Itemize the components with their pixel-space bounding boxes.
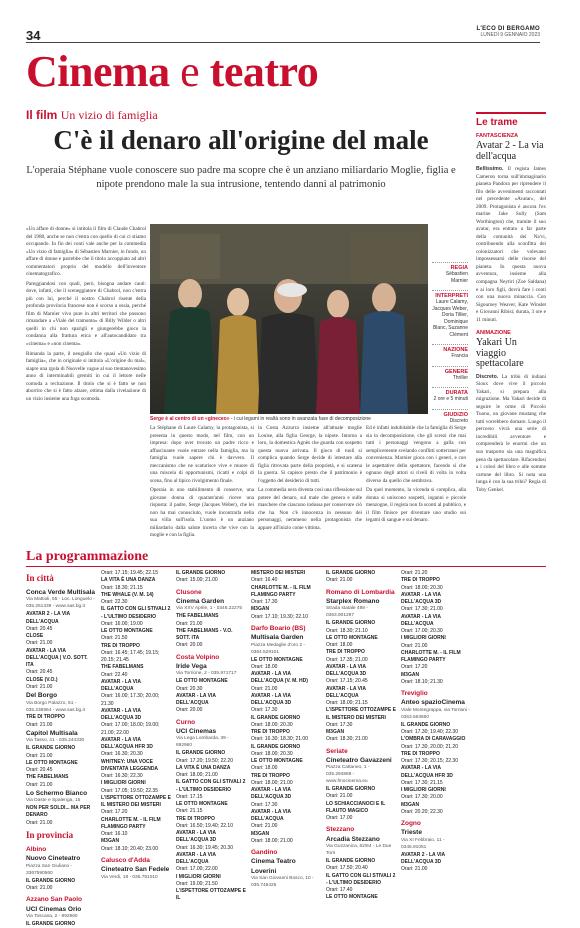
listing-showtimes: Orari: 18.00 <box>251 663 278 670</box>
listing-film-title: TRE DI TROPPO <box>101 642 140 649</box>
listing-address: Via Mattioli, 65 - Loc. Longuelo - 035.251339 - www.sas.bg.it <box>26 597 95 610</box>
listing-showtimes: Orari: 17.00 <box>326 815 353 822</box>
listing-showtimes: Orari: 21.00 <box>401 866 428 873</box>
sidebar-item-yakari <box>476 330 546 494</box>
listing-column <box>26 570 96 928</box>
listing-film-title: IL GATTO CON GLI STIVALI 2 - L'ULTIMO DESIDERIO <box>326 872 396 886</box>
listing-showtimes: Orari: 16.00; 19.00 <box>101 620 143 627</box>
programmazione-listings <box>26 570 546 928</box>
photo-caption-text: - i cui legami in realtà sono in avanzata fase di decomposizione <box>229 416 371 422</box>
listing-film-title: LE OTTO MONTAGNE <box>326 894 378 901</box>
listing-film-title: THE FABELMANS <box>26 774 69 781</box>
fact-interpreti <box>432 290 468 338</box>
fact-value: Thriller <box>452 374 468 381</box>
listing-film-title: I MIGLIORI GIORNI <box>401 787 446 793</box>
listing-address: Via San Giovanni Bosco, 10 - 035.745425 <box>251 876 314 889</box>
listing-film-title: TRE DI TROPPO <box>401 577 440 584</box>
listing-showtimes: Orari: 21.20 <box>401 570 428 576</box>
listing-film-title: LA VITA È UNA DANZA <box>176 764 231 771</box>
listing-town: Albino <box>26 846 47 853</box>
listing-address: Via Guzzanica, 62/64 - Le Due Torri <box>326 844 392 857</box>
listing-film-title: TRE DI TROPPO <box>26 714 65 721</box>
listing-cinema-name: Del Borgo <box>26 692 58 700</box>
film-facts-box <box>432 262 468 430</box>
listing-showtimes: Orari: 20.00 <box>176 707 203 714</box>
listing-cinema-name: Multisala Garden <box>251 634 304 642</box>
listing-cinema-name: Conca Verde Multisala <box>26 589 95 597</box>
listing-showtimes: Orari: 18.00; 20.30 <box>251 750 293 757</box>
listing-film-title: CHARLOTTE M. - IL FILM FLAMINGO PARTY <box>401 649 461 663</box>
sidebar-plot-text: La tribù di indiani Sioux dove vive il piccolo Yakari, si prepara alla migrazione. Ma Yakari decide di seguire le orme di Piccolo Tuono, un giovane mustang che tutti vorrebbero domare. Lungo il percorso vivrà una serie di incredibili avventure e comprenderà le enormi che un suo trasporto sia una magnifica pena da spettacolare. Rifacendosi a i colori del libro e alle somme cartone del libro. Si nota una lunga è con la sua tribù? Regia di Toby Genkel. <box>476 373 547 493</box>
listing-film-title: IL GRANDE GIORNO <box>251 714 301 721</box>
listing-film-title: AVATAR - LA VIA DELL'ACQUA 3D <box>176 830 217 844</box>
listing-showtimes: Orari: 18.00 <box>251 765 278 772</box>
listing-town: Curno <box>176 718 196 726</box>
listing-film-title: IL GRANDE GIORNO <box>326 858 376 865</box>
listing-showtimes: Orari: 17.00; 22.00 <box>176 866 218 873</box>
listing-film-title: LO SCHIACCIANOCI E IL FLAUTO MAGICO <box>326 800 386 814</box>
listing-showtimes: Orari: 20.30 <box>176 685 203 692</box>
listing-showtimes: Orari: 17.15 <box>176 793 203 800</box>
listing-film-title: AVATAR - LA VIA DELL'ACQUA 3D <box>101 707 142 721</box>
listing-film-title: LA VITA È UNA DANZA <box>101 577 156 584</box>
listing-showtimes: Orari: 20.20; 22.30 <box>401 808 443 815</box>
newspaper-name: L'ECO DI BERGAMO <box>476 26 540 32</box>
listing-showtimes: Orari: 17.20 <box>101 809 128 816</box>
listing-film-title: CHARLOTTE M. - IL FILM FLAMINGO PARTY <box>251 584 311 598</box>
section-title-amp: e <box>180 47 200 96</box>
listing-showtimes: Orari: 17.05; 19.50; 22.35 <box>101 787 158 794</box>
listing-film-title: AVATAR - LA VIA DELL'ACQUA 3D <box>401 591 442 605</box>
listing-film-title: IL GRANDE GIORNO <box>326 570 376 576</box>
listing-column <box>176 570 246 902</box>
listing-cinema-name: Lo Schermo Bianco <box>26 789 88 797</box>
listing-showtimes: Orari: 21.00 <box>26 752 53 759</box>
listing-showtimes: Orari: 17.35; 21.00 <box>326 656 368 663</box>
listing-showtimes: Orari: 21.00 <box>26 781 53 788</box>
listing-showtimes: Orari: 21.00 <box>26 683 53 690</box>
article-paragraph: La Stéphane di Laure Calamy, la protagonista, si presenta in questo modo, nel film, con un impresa: dopo aver trovato un padre ricco e affascinante vuole entrare nella famiglia, ma la famiglia vuole sapere chi è davvero. Il meccanismo che ne scaturisce vive e muore di una miscela di opportunismi, ricatti e colpi di scena, fino al tipico rivolgimento finale. <box>150 425 254 484</box>
listing-showtimes: Orari: 16.50; 19.40; 22.10 <box>176 822 233 829</box>
listing-showtimes: Orari: 17.15; 20.45 <box>326 678 368 685</box>
top-rule <box>26 42 540 43</box>
listing-address: Strada statale 498 - 0363.901297 <box>326 606 368 619</box>
listing-showtimes: Orari: 18.30; 21.10 <box>326 627 368 634</box>
article-headline: C'è il denaro all'origine del male <box>53 125 429 155</box>
listing-film-title: THE FABELMANS - V.O. SOTT. ITA <box>176 627 233 642</box>
listing-showtimes: Orari: 20.45 <box>26 625 53 632</box>
listing-film-title: IL GRANDE GIORNO <box>326 786 376 793</box>
listing-film-title: AVATAR 2 - LA VIA DELL'ACQUA 3D <box>401 851 445 865</box>
programmazione-rule <box>26 566 546 567</box>
listing-showtimes: Orari: 21.00 <box>326 793 353 800</box>
listing-film-title: AVATAR - LA VIA DELL'ACQUA <box>176 692 216 707</box>
listing-address: Piazza San Giuliano - 3367590560 <box>26 863 73 876</box>
listing-showtimes: Orari: 17.00; 20.30 <box>401 628 443 634</box>
listing-showtimes: Orari: 18.00; 20.30 <box>251 721 293 728</box>
listing-town: Stezzano <box>326 826 355 834</box>
article-paragraph: Ed è infatti indubitabile che la famiglia di Serge sia in decomposizione, che gli screzi che mai tutti i personaggi vengono a galla con semplicemente svelando conflitti sotterranei per convenienza. Marnier gioca con i generi, e con le aspettative dello spettatore, facendo sì che ognuno degli attori si riveli di volta in volta diverso da quello che sembrava. <box>366 425 466 484</box>
listing-town: Seriate <box>326 747 348 755</box>
listing-film-title: IL GRANDE GIORNO <box>26 877 76 884</box>
listing-address: Viale Montegrappa, via Torriani - 0363.563660 <box>401 707 470 720</box>
listing-showtimes: Orari: 21.00 <box>26 819 53 826</box>
listing-address: Via Torrione, 2 - 035.971717 <box>176 671 237 677</box>
listing-film-title: L'ISPETTORE OTTOZAMPE E IL MISTERO DEI MISTERI <box>326 707 396 721</box>
listing-film-title: LE OTTO MONTAGNE <box>176 678 228 685</box>
article-kicker <box>26 108 158 123</box>
listing-cinema-name: Arcadia Stezzano <box>326 835 380 843</box>
listing-showtimes: Orari: 17.20 <box>401 664 428 671</box>
listing-showtimes: Orari: 20.45 <box>26 767 53 774</box>
listing-film-title: LE OTTO MONTAGNE <box>251 656 303 663</box>
fact-label: REGIA <box>450 265 468 271</box>
listing-showtimes: Orari: 21.00 <box>26 640 53 647</box>
listing-showtimes: Orari: 16.40 <box>251 577 278 584</box>
listing-film-title: THE FABELMANS <box>101 664 144 671</box>
listing-town: Clusone <box>176 588 202 596</box>
listing-address: Piazza Medaglie d'oro 2 - 0364.529101 <box>251 642 305 655</box>
listing-showtimes: Orari: 22.30 <box>101 599 128 605</box>
listing-showtimes: Orari: 17.20; 19.50; 22.20 <box>176 757 233 764</box>
sidebar-film-plot <box>476 166 546 324</box>
listing-column <box>326 570 396 901</box>
kicker-light: Un vizio di famiglia <box>60 108 158 122</box>
section-title-part1: Cinema <box>26 47 170 96</box>
listing-showtimes: Orari: 21.00 <box>26 721 53 728</box>
listing-showtimes: Orari: 18.30; 21.15 <box>101 584 143 591</box>
listing-film-title: M3GAN <box>326 729 345 735</box>
sidebar-film-title: Yakari Un viaggio spettacolare <box>476 337 524 370</box>
listing-address: Via XXV Aprile, 1 - 0346.22275 <box>176 606 243 612</box>
listing-address: Via XI Febbraio, 11 - 0345.91051 <box>401 837 445 850</box>
listing-film-title: M3GAN <box>401 671 420 678</box>
listing-film-title: CHARLOTTE M. - IL FILM FLAMINGO PARTY <box>101 816 161 830</box>
fact-label: DURATA <box>445 390 468 396</box>
listing-showtimes: Orari: 21.15 <box>176 808 203 815</box>
listing-showtimes: Orari: 17.30 <box>326 721 353 728</box>
listing-film-title: I MIGLIORI GIORNI <box>176 873 221 880</box>
listing-film-title: L'OMBRA DI CARAVAGGIO <box>401 736 466 743</box>
fact-giudizio <box>432 409 468 425</box>
article-paragraph: «Un affare di donne» si intitola il film di Claude Chabrol del 1988, anche se non c'entra con quello di cui ci stiamo occupando. In fin dei conti vale anche per la commedia «Un vizio di famiglia» di Sébastien Marnier, in fondo, un affare di donne e parrebbe che il titolo accoppiato ad altri commentatori proprio del modello dell'inventore cinematografico. <box>26 226 146 278</box>
listing-showtimes: Orari: 18.00 <box>326 642 353 648</box>
fact-label: INTERPRETI <box>435 293 468 299</box>
fact-value: Discreto <box>449 417 468 424</box>
listing-film-title: CLOSE <box>26 633 44 640</box>
sidebar-genre-tag: ANIMAZIONE <box>476 330 511 337</box>
sidebar-heading: Le trame <box>476 112 546 128</box>
listing-showtimes: Orari: 17.30; 19.40; 22.30 <box>401 729 458 735</box>
listing-film-title: L'ISPETTORE OTTOZAMPE E IL MISTERO DEI MISTERI <box>101 794 171 808</box>
listing-showtimes: Orari: 16.30; 22.30 <box>101 773 143 779</box>
listing-showtimes: Orari: 16.10 <box>101 831 128 837</box>
listing-address: Via Lega Lombarda, 39 - 892960 <box>176 736 229 749</box>
section-title <box>26 47 319 96</box>
fact-genere <box>432 366 468 382</box>
listing-film-title: IL GRANDE GIORNO <box>176 750 226 757</box>
listing-film-title: LE OTTO MONTAGNE <box>326 634 378 641</box>
listing-showtimes: Orari: 21.00 <box>176 620 203 627</box>
listing-cinema-name: Capitol Multisala <box>26 729 78 737</box>
listing-film-title: IL GRANDE GIORNO <box>26 745 76 752</box>
listing-showtimes: Orari: 18.00; 20.30 <box>401 584 443 591</box>
listing-address: Via Tasso, 41 - 035.244330 <box>26 738 85 744</box>
listing-film-title: L'ISPETTORE OTTOZAMPE E IL <box>176 888 246 902</box>
listing-film-title: M3GAN <box>251 830 270 837</box>
article-column-2 <box>150 425 254 542</box>
article-column-3 <box>258 425 362 534</box>
article-paragraph: Rimanda la parte, il neogiallo che quasi «Un vizio di famiglia», che in originale si intitola «L'origine du mal», siapre una rgola di Nuovelle vague al suo trentanovesimo anno di interminabili gremiti in cui il lettore nelle comoda a recitazione. Il titolo che si è fatto se non aborrito che si è fatto alzare, ottima dalla rivelazione di un vizio insieme una fuga scomoda. <box>26 350 146 402</box>
listing-showtimes: Orari: 17.50; 20.40 <box>326 865 368 872</box>
listing-film-title: TRE DI TROPPO <box>251 729 290 735</box>
listing-address: Via Borgo Palazzo, 51 - 035.236964 - www.sas.bg.it <box>26 700 85 713</box>
listing-showtimes: Orari: 18.10; 20.40; 23.00 <box>101 845 158 852</box>
listing-showtimes: Orari: 17.15; 19.45; 22.15 <box>101 570 158 576</box>
listing-town: Treviglio <box>401 690 428 697</box>
listing-showtimes: Orari: 18.00; 21.15 <box>326 700 368 706</box>
listing-town: Azzano San Paolo <box>26 896 82 904</box>
listing-showtimes: Orari: 21.00 <box>251 685 278 692</box>
listing-showtimes: Orari: 21.00 <box>326 577 353 584</box>
listing-film-title: I MIGLIORI GIORNI <box>401 635 446 642</box>
listing-region: In provincia <box>26 829 74 840</box>
listing-showtimes: Orari: 21.00 <box>401 642 428 649</box>
sidebar-item-avatar <box>476 133 546 324</box>
listing-address: Via Daste e Spalenga, 15 <box>26 798 81 804</box>
listing-film-title: AVATAR - LA VIA DELL'ACQUA <box>326 685 366 699</box>
listing-showtimes: Orari: 18.00; 21.00 <box>251 837 293 844</box>
listing-town: Calusco d'Adda <box>101 856 150 864</box>
photo-caption-bold: Serge è al centro di un «gineceo» <box>150 416 230 422</box>
listing-cinema-name: Iride Vega <box>176 662 207 670</box>
listing-film-title: LE OTTO MONTAGNE <box>26 759 78 766</box>
listing-film-title: LE OTTO MONTAGNE <box>251 758 303 764</box>
listing-showtimes: Orari: 22.40 <box>101 671 128 678</box>
listing-showtimes: Orari: 20.45 <box>26 669 53 676</box>
listing-film-title: IL GRANDE GIORNO <box>326 620 376 627</box>
listing-showtimes: Orari: 18.00; 21.00 <box>176 772 218 779</box>
listing-film-title: AVATAR - LA VIA DELL'ACQUA <box>251 808 291 822</box>
listing-film-title: CLOSE (V.O.) <box>26 676 58 683</box>
fact-value: Francia <box>451 353 468 359</box>
listing-cinema-name: Starplex Romano <box>326 597 380 605</box>
listing-film-title: THE FABELMANS <box>176 613 219 620</box>
listing-film-title: THE WHALE (V. M. 14) <box>101 591 154 598</box>
listing-cinema-name: Cineteatro Gavazzeni <box>326 756 392 764</box>
kicker-bold: Il film <box>26 108 58 122</box>
programmazione-heading: La programmazione <box>26 549 149 564</box>
listing-showtimes: Orari: 18.30; 21.00 <box>326 736 368 743</box>
listing-film-title: AVATAR - LA VIA DELL'ACQUA 3D <box>251 787 292 801</box>
listing-film-title: AVATAR - LA VIA DELL'ACQUA 3D <box>326 663 367 677</box>
listing-film-title: TRE DI TROPPO <box>176 815 215 822</box>
listing-showtimes: Orari: 16.00; 17.30; 20.00; 21.30 <box>101 693 160 707</box>
listing-column <box>101 570 171 880</box>
fact-label: NAZIONE <box>443 347 468 353</box>
article-paragraph: La commedia nera diventa così una riflessione sul potere del denaro, sul male che genera e sulle maschere che ciascuno indossa per conservare ciò che ha. Non c'è innocenza in nessuno dei personaggi, nemmeno nella protagonista che appare all'inizio come vittima. <box>258 487 362 531</box>
listing-film-title: M3GAN <box>401 801 420 808</box>
page-number: 34 <box>26 28 41 43</box>
listing-column <box>401 570 471 873</box>
listing-showtimes: Orari: 17.30 <box>251 801 278 808</box>
fact-regia <box>432 262 468 284</box>
listing-address: Piazza Cattaneo, 1 - 035.294868 - www.fmocinema.eu <box>326 765 370 785</box>
listing-film-title: AVATAR - LA VIA DELL'ACQUA | V.O. SOTT. ITA <box>26 647 88 669</box>
listing-address: Via Toscana, 2 - 892960 <box>26 914 78 920</box>
listing-film-title: AVATAR - LA VIA DELL'ACQUA <box>101 678 141 692</box>
listing-cinema-name: Trieste <box>401 829 422 837</box>
sidebar-rating: Discreto. <box>476 373 499 380</box>
article-column-4 <box>366 425 466 527</box>
article-standfirst: L'operaia Stéphane vuole conoscere suo padre ma scopre che è un anziano miliardario Moglie, figlia e nipote prendono male la sua intrusione, tentendo danni al patrimonio <box>26 165 456 191</box>
listing-film-title: IL GRANDE GIORNO <box>26 921 76 928</box>
listing-film-title: AVATAR - LA VIA DELL'ACQUA <box>401 613 441 627</box>
listing-showtimes: Orari: 17.30; 20.00; 21.20 <box>401 743 458 750</box>
listing-showtimes: Orari: 16.30; 20.30 <box>101 751 143 758</box>
photo-caption <box>150 416 468 422</box>
listing-showtimes: Orari: 19.00; 21.50 <box>176 880 218 887</box>
sidebar-film-title: Avatar 2 - La via dell'acqua <box>476 140 544 162</box>
listing-film-title: IL GATTO CON GLI STIVALI 2 - L'ULTIMO DESIDERIO <box>176 779 246 793</box>
listing-cinema-name: Cineteatro San Fedele <box>101 866 170 874</box>
article-column-1 <box>26 226 146 405</box>
listing-film-title: M3GAN <box>251 606 270 613</box>
listing-film-title: MISTERO DEI MISTERI <box>251 570 306 576</box>
listing-film-title: AVATAR 2 - LA VIA DELL'ACQUA <box>26 611 70 625</box>
listing-film-title: IL GATTO CON GLI STIVALI 2 - L'ULTIMO DESIDERIO <box>101 606 171 620</box>
fact-value: Sébastien Marnier <box>445 271 468 284</box>
listing-showtimes: Orari: 17.30; 21.15 <box>401 779 443 786</box>
listing-cinema-name: Anteo spazioCinema <box>401 699 465 707</box>
listing-column <box>251 570 321 889</box>
sidebar-plot-text: Il regista James Cameron torna sull'immaginario pianeta Pandora per riprendere il filo delle avvenimenti raccontati nel precedente «Avatar», del 2009. Protagonista è ancora l'ex marine Jake Sully (Sam Worthington) che, tramite il suo avatar, era entrato a far parte della comunità dei Na'vi, contribuendo alla sconfitta dei colonizzatori che volevano impossessarsi delle risorse del pianeta. In questa nuova avventura, insieme alla compagna Neytiri (Zoe Saldana) e ai loro figli, dovrà fare i conti con una nuova minaccia. Con Sigourney Weaver, Kate Winslet e Giovanni Ribisi; durata, 3 ore e 11 minuti. <box>476 166 546 323</box>
masthead <box>476 26 540 38</box>
listing-showtimes: Orari: 21.50 <box>101 635 128 642</box>
article-photo <box>150 224 428 414</box>
listing-showtimes: Orari: 17.00; 18.00; 19.00; 21.00; 22.00 <box>101 722 160 736</box>
sidebar-genre-tag: FANTASCIENZA <box>476 133 519 139</box>
listing-town: Romano di Lombardia <box>326 588 395 596</box>
issue-date: LUNEDÌ 9 GENNAIO 2023 <box>480 31 540 38</box>
listing-film-title: IL GRANDE GIORNO <box>176 570 226 576</box>
listing-showtimes: Orari: 17.10; 19.30; 22.10 <box>251 613 308 620</box>
article-paragraph: in Costa Azzurra insieme all'attuale moglie Louise, alla figlia George, la nipote. Intorno a loro, la domestica Agnès che guarda con sospetto questa nuova arrivata. Il gioco di ruoli si complica quando Serge decide di intestare alla figlia ritrovata parte della proprietà, e si scatena la guerra. Si capisce presto che il patrimonio è l'oggetto del desiderio di tutti. <box>258 425 362 484</box>
listing-film-title: IL GRANDE GIORNO <box>251 743 301 750</box>
article-paragraph: Da quel momento, la vicenda si complica, alla donna si uniscono sospetti, inganni e piccole menzogne, il regista non fa sconti al pubblico, e il film finisce per diventare uno studio sui legami di sangue e sul denaro. <box>366 487 466 524</box>
listing-showtimes: Orari: 17.40 <box>326 887 353 894</box>
listing-town: Darfo Boario (BS) <box>251 624 306 632</box>
listing-film-title: WHITNEY: UNA VOCE DIVENTATA LEGGENDA <box>101 758 159 772</box>
listing-region: In città <box>26 573 54 583</box>
listing-showtimes: Orari: 17.30 <box>251 707 278 714</box>
sidebar-film-plot <box>476 374 546 495</box>
listing-showtimes: Orari: 16.30; 18.30; 21.00 <box>251 736 308 743</box>
listing-showtimes: Orari: 17.30; 20.15; 22.30 <box>401 758 458 764</box>
fact-nazione <box>432 344 468 360</box>
listing-film-title: AVATAR - LA VIA DELL'ACQUA (V. M. HD) <box>251 671 308 685</box>
listing-cinema-name: Nuovo Cineteatro <box>26 855 81 863</box>
listing-film-title: AVATAR - LA VIA DELL'ACQUA <box>176 851 216 866</box>
listing-showtimes: Orari: 18.00; 21.00 <box>251 779 293 786</box>
section-title-part2: teatro <box>209 47 319 96</box>
listing-showtimes: Orari: 16.30; 19.45; 20.30 <box>176 844 233 851</box>
listing-film-title: AVATAR - LA VIA DELL'ACQUA 3D <box>251 692 292 706</box>
article-paragraph: Pareggiandosi con quali, però, bisogna andare cauti: dove, infatti, che il sceneggiatore di Chabrol, non c'entra più con lui, perché il nostro Chabrol risente della profonda provincia francese non è scorso a ossia, perché film di Marnier vivo pure in altri territori che possono rimandare a «Viale del tramonto» di Billy Wilder o altri quelli in chi non sparigli e giungerebbe gioco la condanna alla frattura etica e all'autocandidato tra «cinema» e «non cinema». <box>26 280 146 347</box>
listing-town: Zogno <box>401 820 421 827</box>
listing-film-title: LE OTTO MONTAGNE <box>176 801 228 808</box>
listing-showtimes: Orari: 17.30 <box>251 599 278 605</box>
listing-film-title: AVATAR - LA VIA DELL'ACQUA HFR 3D <box>101 736 153 750</box>
listing-film-title: AVATAR - LA VIA DELL'ACQUA HFR 3D <box>401 765 453 779</box>
listing-cinema-name: UCI Cinemas Orio <box>26 905 82 913</box>
listing-film-title: NON PER SOLDI... MA PER DENARO <box>26 805 91 819</box>
fact-value: Laure Calamy, Jacques Weber, Doria Tillier, Dominique Blanc, Suzanne Clément <box>432 299 468 338</box>
listing-film-title: LE OTTO MONTAGNE <box>101 628 153 634</box>
fact-durata <box>432 387 468 403</box>
listing-film-title: I MIGLIORI GIORNI <box>101 780 146 787</box>
listing-showtimes: Orari: 21.00 <box>26 885 53 891</box>
fact-label: GENERE <box>444 368 468 375</box>
listing-showtimes: Orari: 21.00 <box>251 823 278 830</box>
listing-showtimes: Orari: 17.30; 21.00 <box>401 606 443 613</box>
listing-address: Via Verdi, 18 - 035.791010 <box>101 874 158 880</box>
listing-town: Gandino <box>251 849 278 856</box>
listing-town: Costa Volpino <box>176 653 220 661</box>
listing-film-title: TRE DI TROPPO <box>326 649 365 656</box>
listing-cinema-name: UCI Cinemas <box>176 728 217 736</box>
listing-film-title: M3GAN <box>101 838 120 845</box>
fact-label: GIUDIZIO <box>443 411 468 418</box>
plots-sidebar <box>476 112 546 494</box>
listing-showtimes: Orari: 15.00; 21.00 <box>176 577 218 584</box>
listing-film-title: TRE DI TROPPO <box>401 750 440 757</box>
fact-value: 2 ore e 5 minuti <box>433 396 468 402</box>
film-still-image <box>150 224 428 414</box>
sidebar-rating: Bellissimo. <box>476 166 504 172</box>
listing-showtimes: Orari: 16.45; 17.45; 19.15; 20.15; 21.45 <box>101 649 160 663</box>
listing-film-title: TRE DI TROPPO <box>251 772 290 779</box>
listing-cinema-name: Cinema Garden <box>176 597 225 605</box>
listing-showtimes: Orari: 17.30; 20.00 <box>401 794 443 801</box>
listing-showtimes: Orari: 18.10; 21.30 <box>401 678 443 685</box>
article-paragraph: Operaia in uno stabilimento di conserve, una giovane donna di quarant'anni riceve una risposta: il padre, Serge (Jacques Weber), che lei non ha mai conosciuto, vuole incontrarla nella sua villa sull'isola. L'uomo è un anziano miliardario dalla salute incerta che vive con la moglie e con la figlia. <box>150 487 254 539</box>
listing-showtimes: Orari: 20.00 <box>176 642 203 649</box>
listing-cinema-name: Cinema Teatro Loverini <box>251 858 296 875</box>
listing-film-title: IL GRANDE GIORNO <box>401 721 451 728</box>
